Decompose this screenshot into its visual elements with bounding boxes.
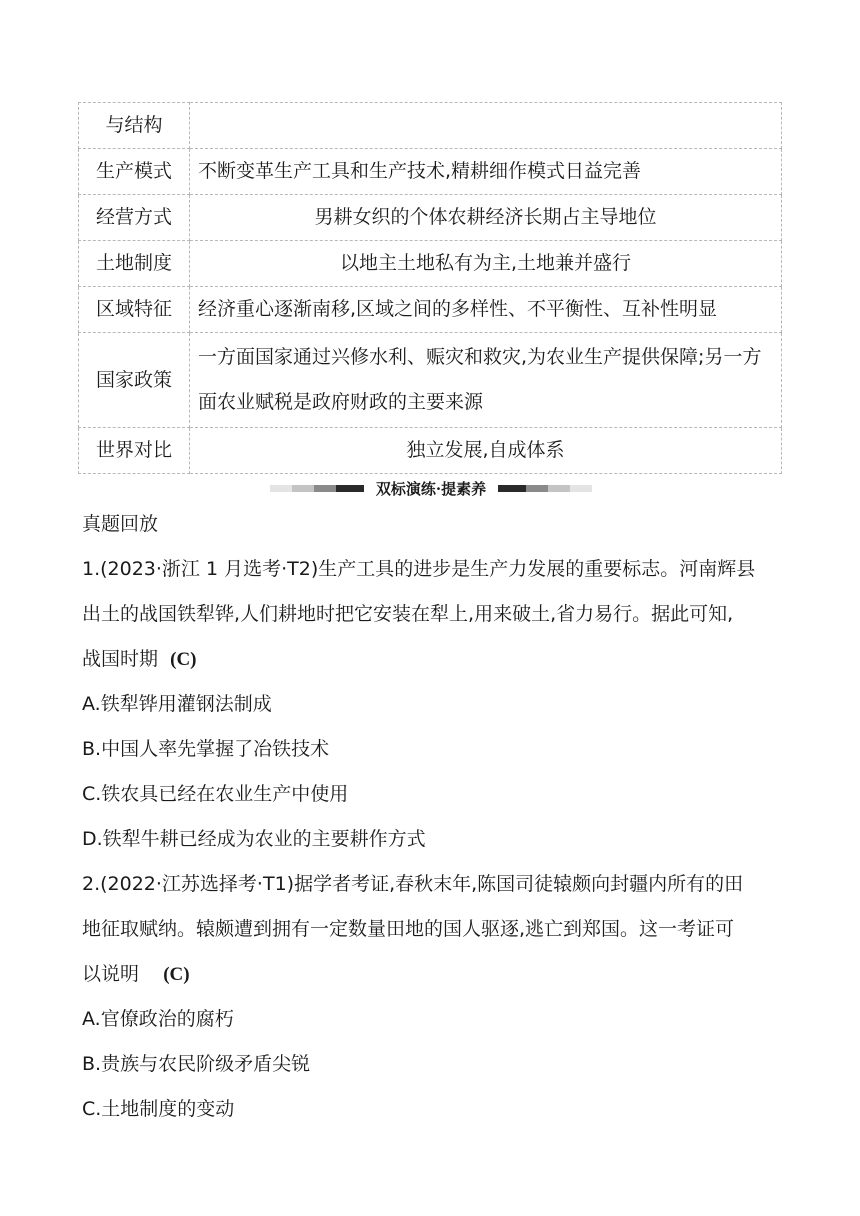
q2-option-a: A.官僚政治的腐朽 xyxy=(82,1008,234,1030)
q1-option-d: D.铁犁牛耕已经成为农业的主要耕作方式 xyxy=(82,828,426,850)
q1-stem-line3: 战国时期 (C) xyxy=(82,648,197,670)
table-row-key: 经营方式 xyxy=(79,195,190,241)
q1-stem-line1: 1.(2023·浙江 1 月选考·T2)生产工具的进步是生产力发展的重要标志。河南辉县 xyxy=(82,558,756,580)
q2-stem-tail: 以说明 xyxy=(82,963,140,985)
table-row xyxy=(79,149,782,195)
table-row-value: 以地主土地私有为主,土地兼并盛行 xyxy=(190,241,782,287)
q2-stem-line1: 2.(2022·江苏选择考·T1)据学者考证,春秋末年,陈国司徒辕颇向封疆内所有的田 xyxy=(82,873,744,895)
table-row-value: 一方面国家通过兴修水利、赈灾和救灾,为农业生产提供保障;另一方面农业赋税是政府财政的主要来源 xyxy=(190,333,782,428)
table-row-key: 土地制度 xyxy=(79,241,190,287)
table-row xyxy=(79,241,782,287)
section-divider xyxy=(256,476,606,500)
q1-stem-tail: 战国时期 xyxy=(82,648,159,670)
table-row xyxy=(79,103,782,149)
table-row-value: 经济重心逐渐南移,区域之间的多样性、不平衡性、互补性明显 xyxy=(190,287,782,333)
divider-bar-right xyxy=(498,485,592,492)
table-row xyxy=(79,195,782,241)
table-row-value: 不断变革生产工具和生产技术,精耕细作模式日益完善 xyxy=(190,149,782,195)
q2-option-c: C.土地制度的变动 xyxy=(82,1098,235,1120)
table-row xyxy=(79,287,782,333)
table-row xyxy=(79,333,782,428)
table-row-key: 生产模式 xyxy=(79,149,190,195)
q1-stem-line2: 出土的战国铁犁铧,人们耕地时把它安装在犁上,用来破土,省力易行。据此可知, xyxy=(82,603,734,625)
divider-bar-left xyxy=(270,485,364,492)
q1-option-b: B.中国人率先掌握了冶铁技术 xyxy=(82,738,330,760)
question-content xyxy=(82,502,782,1132)
table-row xyxy=(79,428,782,474)
table-row-key: 世界对比 xyxy=(79,428,190,474)
q1-option-c: C.铁农具已经在农业生产中使用 xyxy=(82,783,349,805)
table-row-key: 区域特征 xyxy=(79,287,190,333)
table-row-value: 男耕女织的个体农耕经济长期占主导地位 xyxy=(190,195,782,241)
q2-stem-line2: 地征取赋纳。辕颇遭到拥有一定数量田地的国人驱逐,逃亡到郑国。这一考证可 xyxy=(82,918,735,940)
divider-title: 双标演练·提素养 xyxy=(375,479,487,498)
table-row-key: 国家政策 xyxy=(79,333,190,428)
section-heading: 真题回放 xyxy=(82,513,159,535)
table-row-key: 与结构 xyxy=(79,103,190,149)
q1-answer: C xyxy=(176,649,191,670)
q1-option-a: A.铁犁铧用灌钢法制成 xyxy=(82,693,272,715)
q2-stem-line3: 以说明 (C) xyxy=(82,963,190,985)
q2-option-b: B.贵族与农民阶级矛盾尖锐 xyxy=(82,1053,311,1075)
q2-answer: C xyxy=(169,964,184,985)
summary-table xyxy=(78,102,782,474)
table-row-value xyxy=(190,103,782,149)
table-row-value: 独立发展,自成体系 xyxy=(190,428,782,474)
